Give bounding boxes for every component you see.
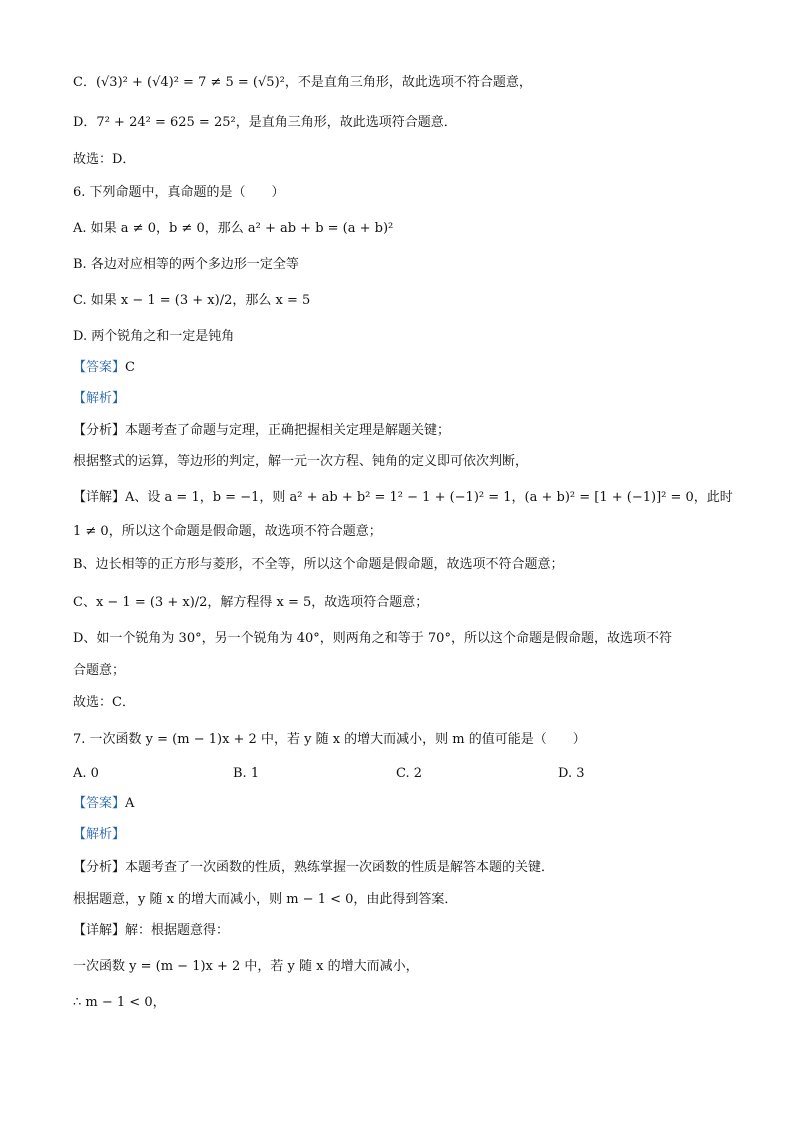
q6-basis (73, 455, 528, 468)
option-d-line (73, 116, 457, 129)
q7-option-c: C. 2 (396, 766, 423, 781)
q6-option-b (73, 258, 299, 271)
answer-label: 【答案】 (73, 360, 126, 375)
q6-option-c (73, 294, 310, 307)
option-c-line (73, 76, 532, 89)
basis-text: 根据整式的运算，等边形的判定，解一元一次方程、钝角的定义即可依次判断， (73, 454, 529, 469)
q6-detail-d (73, 632, 672, 645)
fenxi-label: 【分析】 (73, 423, 126, 438)
detail-a-text: A、设 a = 1，b = −1，则 a² + ab + b² = 1² − 1 + (−1)² = 1，(a + b)² = [1 + (−1)]² = 0，此时 (125, 490, 733, 505)
choose-d-line (73, 153, 135, 166)
q7-answer (73, 797, 134, 810)
q7-detail-2 (73, 996, 166, 1009)
q6-detail-a (73, 491, 733, 504)
basis-text: 根据题意，y 随 x 的增大而减小，则 m − 1 < 0，由此得到答案． (73, 892, 458, 907)
q6-option-a-text: A. 如果 a ≠ 0，b ≠ 0，那么 a² + ab + b = (a + b)² (73, 221, 394, 236)
answer-label: 【答案】 (73, 796, 126, 811)
q7-stem-text: 7. 一次函数 y = (m − 1)x + 2 中，若 y 随 x 的增大而减小，则 m 的值可能是（ ） (73, 732, 586, 747)
q7-option-b: B. 1 (233, 766, 260, 781)
q7-option-d: D. 3 (558, 766, 585, 781)
q6-option-c-text: C. 如果 x − 1 = (3 + x)/2，那么 x = 5 (73, 293, 311, 308)
q7-option-a: A. 0 (73, 766, 99, 781)
detail-intro-text: 解：根据题意得： (125, 923, 230, 938)
q6-detail-b (73, 558, 564, 571)
detail-label: 【详解】 (73, 923, 126, 938)
detail-d2-text: 合题意； (73, 663, 126, 678)
detail-c-text: C、x − 1 = (3 + x)/2，解方程得 x = 5，故选项符合题意； (73, 595, 429, 610)
fenxi-text: 本题考查了命题与定理，正确把握相关定理是解题关键； (125, 423, 451, 438)
q6-detail-d2 (73, 664, 125, 677)
q6-detail-a2 (73, 525, 382, 538)
q6-answer (73, 361, 135, 374)
analysis-label: 【解析】 (73, 391, 126, 406)
q7-stem (73, 733, 586, 746)
q6-stem-text: 6. 下列命题中，真命题的是（ ） (73, 185, 285, 200)
choose-d-text: 故选：D． (73, 152, 136, 167)
q6-option-d-text: D. 两个锐角之和一定是钝角 (73, 329, 235, 344)
q6-fenxi (73, 424, 450, 437)
answer-value: C (125, 360, 135, 375)
choose-c-text: 故选：C． (73, 695, 135, 710)
q6-stem (73, 186, 285, 199)
q7-analysis-heading (73, 828, 125, 841)
fenxi-label: 【分析】 (73, 860, 126, 875)
q7-basis (73, 893, 457, 906)
detail-1-text: 一次函数 y = (m − 1)x + 2 中，若 y 随 x 的增大而减小， (73, 959, 419, 974)
detail-b-text: B、边长相等的正方形与菱形，不全等，所以这个命题是假命题，故选项不符合题意； (73, 557, 564, 572)
analysis-label: 【解析】 (73, 827, 126, 842)
detail-a2-text: 1 ≠ 0，所以这个命题是假命题，故选项不符合题意； (73, 524, 382, 539)
q7-detail (73, 924, 229, 937)
detail-label: 【详解】 (73, 490, 126, 505)
detail-2-text: ∴ m − 1 < 0， (73, 995, 166, 1010)
q6-option-b-text: B. 各边对应相等的两个多边形一定全等 (73, 257, 299, 272)
q6-choose (73, 696, 135, 709)
fenxi-text: 本题考查了一次函数的性质，熟练掌握一次函数的性质是解答本题的关键． (125, 860, 555, 875)
q6-analysis-heading (73, 392, 125, 405)
option-c-text: C．(√3)² + (√4)² = 7 ≠ 5 = (√5)²，不是直角三角形，故此选项不符合题意， (73, 75, 532, 90)
q7-detail-1 (73, 960, 419, 973)
q6-option-a (73, 222, 393, 235)
detail-d-text: D、如一个锐角为 30°，另一个锐角为 40°，则两角之和等于 70°，所以这个命题是假命题，故选项不符 (73, 631, 672, 646)
answer-value: A (125, 796, 135, 811)
q7-fenxi (73, 861, 554, 874)
q6-option-d (73, 330, 234, 343)
option-d-text: D．7² + 24² = 625 = 25²，是直角三角形，故此选项符合题意． (73, 115, 457, 130)
q6-detail-c (73, 596, 428, 609)
